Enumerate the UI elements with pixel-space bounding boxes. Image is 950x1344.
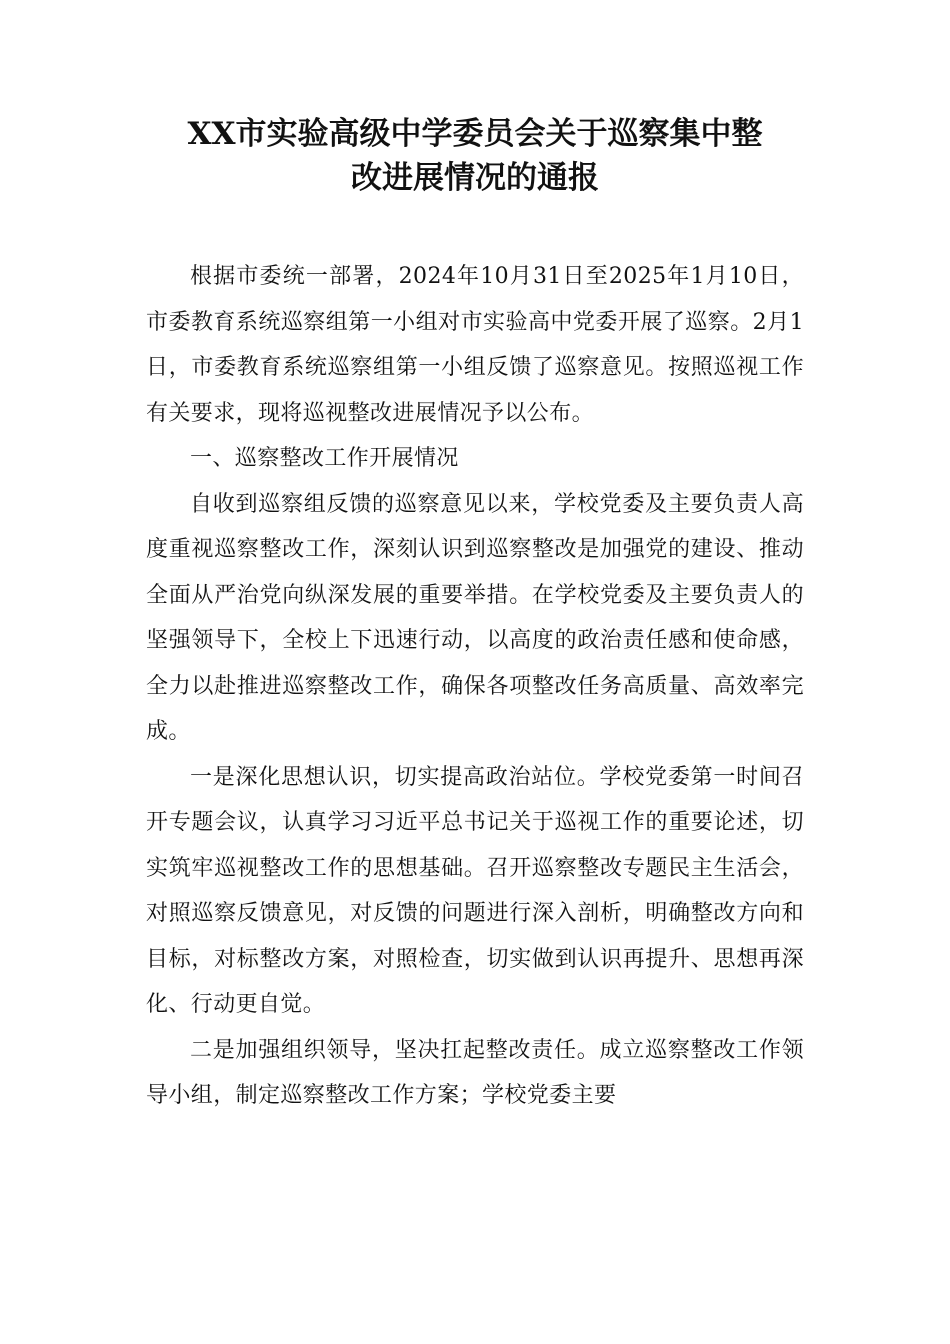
title-spacer — [146, 200, 804, 254]
section1-paragraph-2: 一是深化思想认识，切实提高政治站位。学校党委第一时间召开专题会议，认真学习习近平总书记关于巡视工作的重要论述，切实筑牢巡视整改工作的思想基础。召开巡察整改专题民主生活会，对照巡察反馈意见，对反馈的问题进行深入剖析，明确整改方向和目标，对标整改方案，对照检查，切实做到认识再提升、思想再深化、行动更自觉。 — [146, 764, 804, 1017]
title-line-1: XX市实验高级中学委员会关于巡察集中整 — [187, 116, 763, 152]
intro-paragraph: 根据市委统一部署，2024年10月31日至2025年1月10日，市委教育系统巡察组第一小组对市实验高中党委开展了巡察。2月1日，市委教育系统巡察组第一小组反馈了巡察意见。按照巡视工作有关要求，现将巡视整改进展情况予以公布。 — [146, 264, 804, 426]
document-title — [146, 112, 804, 200]
section1-paragraph-1: 自收到巡察组反馈的巡察意见以来，学校党委及主要负责人高度重视巡察整改工作，深刻认识到巡察整改是加强党的建设、推动全面从严治党向纵深发展的重要举措。在学校党委及主要负责人的坚强领导下，全校上下迅速行动，以高度的政治责任感和使命感，全力以赴推进巡察整改工作，确保各项整改任务高质量、高效率完成。 — [146, 491, 804, 744]
section1-paragraph-3: 二是加强组织领导，坚决扛起整改责任。成立巡察整改工作领导小组，制定巡察整改工作方案；学校党委主要 — [146, 1037, 804, 1108]
section-heading-1: 一、巡察整改工作开展情况 — [190, 446, 459, 471]
title-line-2: 改进展情况的通报 — [351, 160, 599, 196]
document-page — [146, 112, 804, 1119]
